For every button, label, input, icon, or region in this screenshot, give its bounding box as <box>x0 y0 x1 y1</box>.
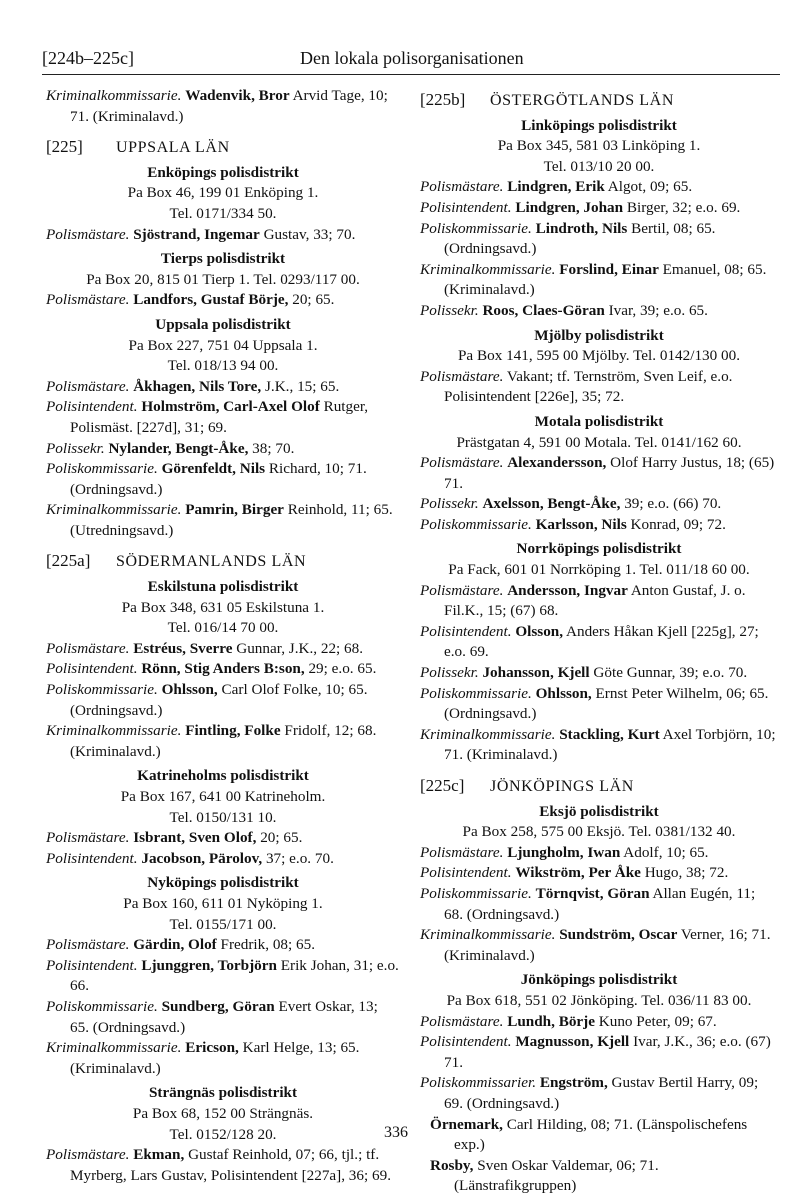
personnel-entry <box>46 849 400 870</box>
entry-role: Polissekr. <box>420 664 479 682</box>
district-address: Pa Box 68, 152 00 Strängnäs. <box>132 1104 314 1122</box>
entry-name: Jacobson, Pärolov, <box>141 849 263 867</box>
district-address: Pa Box 618, 551 02 Jönköping. Tel. 036/11 83 00. <box>446 991 752 1009</box>
county-code: [225b] <box>420 90 466 109</box>
personnel-entry <box>420 301 778 322</box>
district-address: Pa Box 20, 815 01 Tierp 1. Tel. 0293/117 00. <box>86 270 360 288</box>
entry-details: Olof Harry Justus, 18; (65) 71. <box>444 454 775 492</box>
entry-name: Forslind, Einar <box>559 260 659 278</box>
entry-details: Arvid Tage, 10; 71. (Kriminalavd.) <box>70 87 388 125</box>
entry-details: Anton Gustaf, J. o. Fil.K., 15; (67) 68. <box>444 581 746 620</box>
entry-details: Konrad, 09; 72. <box>626 515 726 533</box>
personnel-entry <box>46 721 400 762</box>
entry-name: Olsson, <box>515 622 564 640</box>
district-title: Tierps polisdistrikt <box>160 250 286 268</box>
entry-name: Karlsson, Nils <box>535 515 627 533</box>
entry-role: Kriminalkommissarie. <box>420 725 556 743</box>
entry-name: Fintling, Folke <box>185 722 281 740</box>
district-phone: Tel. 0150/131 10. <box>169 808 277 826</box>
page-number: 336 <box>384 1124 408 1141</box>
district-title: Jönköpings polisdistrikt <box>520 971 678 989</box>
entry-details: Axel Torbjörn, 10; 71. (Kriminalavd.) <box>444 725 776 764</box>
district-title: Mjölby polisdistrikt <box>534 326 664 344</box>
district-address: Pa Box 345, 581 03 Linköping 1. <box>497 137 701 155</box>
entry-details: 39; e.o. (66) 70. <box>620 495 722 513</box>
entry-details: Rutger, Polismäst. [227d], 31; 69. <box>70 398 369 436</box>
entry-details: Evert Oskar, 13; 65. (Ordningsavd.) <box>70 997 378 1036</box>
entry-name: Axelsson, Bengt-Åke, <box>482 495 621 513</box>
entry-role: Poliskommissarie. <box>420 219 532 237</box>
personnel-entry <box>46 225 400 246</box>
entry-details: Birger, 32; e.o. 69. <box>623 198 741 216</box>
entry-name: Örnemark, <box>430 1115 503 1133</box>
entry-name: Lundh, Börje <box>507 1012 595 1030</box>
district-title: Motala polisdistrikt <box>534 412 664 430</box>
entry-details: Ivar, J.K., 36; e.o. (67) 71. <box>444 1033 771 1071</box>
personnel-entry <box>420 663 778 684</box>
personnel-entry <box>420 198 778 219</box>
personnel-entry <box>420 219 778 260</box>
personnel-entry <box>46 997 400 1038</box>
entry-details: Göte Gunnar, 39; e.o. 70. <box>589 664 748 682</box>
district-address: Prästgatan 4, 591 00 Motala. Tel. 0141/162 60. <box>456 433 742 451</box>
personnel-entry <box>420 1012 778 1033</box>
entry-role: Poliskommissarie. <box>420 884 532 902</box>
entry-details: Hugo, 38; 72. <box>640 864 729 882</box>
entry-name: Sjöstrand, Ingemar <box>133 225 260 243</box>
entry-role: Poliskommissarier. <box>420 1074 537 1092</box>
entry-details: Vakant; tf. Ternström, Sven Leif, e.o. Polisintendent [226e], 35; 72. <box>444 367 733 406</box>
entry-name: Sundberg, Göran <box>161 997 275 1015</box>
entry-details: Carl Hilding, 08; 71. (Länspolischefens exp.) <box>454 1115 748 1154</box>
personnel-entry <box>46 439 400 460</box>
entry-role: Polismästare. <box>420 1012 504 1030</box>
entry-details: Verner, 16; 71. (Kriminalavd.) <box>444 926 771 964</box>
entry-role: Poliskommissarie. <box>46 460 158 478</box>
district-phone: Tel. 016/14 70 00. <box>167 619 279 637</box>
entry-role: Poliskommissarie. <box>46 997 158 1015</box>
right-column <box>420 86 778 1197</box>
entry-role: Polismästare. <box>420 367 504 385</box>
district-phone: Tel. 013/10 20 00. <box>543 157 655 175</box>
entry-name: Lindroth, Nils <box>535 219 628 237</box>
personnel-entry <box>420 863 778 884</box>
entry-name: Törnqvist, Göran <box>535 884 650 902</box>
district-address: Pa Fack, 601 01 Norrköping 1. Tel. 011/18 60 00. <box>448 561 750 579</box>
entry-role: Polissekr. <box>420 495 479 513</box>
entry-role: Poliskommissarie. <box>420 684 532 702</box>
entry-details: Richard, 10; 71. (Ordningsavd.) <box>70 460 367 498</box>
entry-details: Bertil, 08; 65. (Ordningsavd.) <box>444 219 716 258</box>
entry-role: Kriminalkommissarie. <box>46 87 182 104</box>
county-name: JÖNKÖPINGS LÄN <box>490 778 634 795</box>
entry-details: 20; 65. <box>256 829 303 847</box>
entry-role: Polismästare. <box>420 454 504 472</box>
entry-role: Polisintendent. <box>420 198 512 216</box>
county-code: [225c] <box>420 776 465 795</box>
district-phone: Tel. 0155/171 00. <box>169 915 277 933</box>
entry-name: Ohlsson, <box>161 681 218 699</box>
entry-details: 29; e.o. 65. <box>304 660 377 678</box>
district-phone: Tel. 0171/334 50. <box>169 204 277 222</box>
district-phone: Tel. 018/13 94 00. <box>167 357 279 375</box>
personnel-entry <box>46 377 400 398</box>
entry-details: 20; 65. <box>288 291 335 309</box>
personnel-entry <box>46 459 400 500</box>
district-phone: Tel. 0152/128 20. <box>169 1125 277 1143</box>
entry-role: Polissekr. <box>420 301 479 319</box>
entry-role: Polismästare. <box>46 291 130 309</box>
district-title: Katrineholms polisdistrikt <box>137 767 309 785</box>
entry-role: Polismästare. <box>420 178 504 196</box>
personnel-entry <box>46 935 400 956</box>
entry-name: Lindgren, Erik <box>507 178 605 196</box>
entry-details: Sven Oskar Valdemar, 06; 71. (Länstrafikgruppen) <box>454 1156 659 1195</box>
entry-details: Ivar, 39; e.o. 65. <box>604 301 708 319</box>
entry-details: Anders Håkan Kjell [225g], 27; e.o. 69. <box>444 622 759 661</box>
district-address: Pa Box 227, 751 04 Uppsala 1. <box>128 336 318 354</box>
entry-name: Wikström, Per Åke <box>515 864 641 882</box>
entry-details: Adolf, 10; 65. <box>620 843 709 861</box>
district-title: Strängnäs polisdistrikt <box>148 1084 298 1102</box>
personnel-entry <box>46 828 400 849</box>
entry-details: 38; 70. <box>248 439 295 457</box>
entry-name: Holmström, Carl-Axel Olof <box>141 398 320 416</box>
entry-role: Polismästare. <box>46 936 130 954</box>
entry-details: Allan Eugén, 11; 68. (Ordningsavd.) <box>444 884 756 923</box>
entry-role: Polismästare. <box>46 1146 130 1164</box>
personnel-entry <box>46 1038 400 1079</box>
entry-details: Reinhold, 11; 65. (Utredningsavd.) <box>70 501 393 539</box>
entry-role: Polisintendent. <box>46 956 138 974</box>
entry-details: Gustaf Reinhold, 07; 66, tjl.; tf. Myrberg, Lars Gustav, Polisintendent [227a], 36; 69. <box>70 1146 391 1184</box>
entry-name: Ekman, <box>133 1146 185 1164</box>
district-title: Eskilstuna polisdistrikt <box>147 578 299 596</box>
entry-name: Isbrant, Sven Olof, <box>133 829 257 847</box>
personnel-entry <box>420 884 778 925</box>
personnel-entry <box>420 1032 778 1073</box>
entry-name: Rosby, <box>430 1156 474 1174</box>
personnel-entry <box>46 290 400 311</box>
entry-role: Kriminalkommissarie. <box>46 501 182 519</box>
district-title: Nyköpings polisdistrikt <box>147 874 299 892</box>
entry-name: Alexandersson, <box>507 454 607 472</box>
personnel-entry <box>46 680 400 721</box>
county-name: ÖSTERGÖTLANDS LÄN <box>490 92 674 109</box>
entry-name: Åkhagen, Nils Tore, <box>133 377 262 395</box>
personnel-entry <box>46 86 400 127</box>
county-heading <box>46 551 400 573</box>
entry-name: Magnusson, Kjell <box>515 1033 630 1051</box>
district-address: Pa Box 167, 641 00 Katrineholm. <box>120 788 326 805</box>
entry-details: Gustav Bertil Harry, 09; 69. (Ordningsavd.) <box>444 1074 759 1112</box>
personnel-entry <box>46 1145 400 1186</box>
county-name: SÖDERMANLANDS LÄN <box>116 553 307 571</box>
entry-details: Erik Johan, 31; e.o. 66. <box>70 956 399 995</box>
entry-role: Kriminalkommissarie. <box>420 926 556 944</box>
personnel-entry <box>46 639 400 660</box>
entry-details: Fridolf, 12; 68. (Kriminalavd.) <box>70 722 377 760</box>
page-header <box>42 46 780 75</box>
entry-name: Sundström, Oscar <box>559 926 678 944</box>
district-address: Pa Box 141, 595 00 Mjölby. Tel. 0142/130 00. <box>457 347 741 365</box>
entry-name: Rönn, Stig Anders B:son, <box>141 660 305 678</box>
entry-role: Kriminalkommissarie. <box>420 260 556 278</box>
entry-role: Polismästare. <box>46 225 130 243</box>
entry-role: Polisintendent. <box>46 398 138 416</box>
district-address: Pa Box 46, 199 01 Enköping 1. <box>127 184 319 202</box>
county-heading <box>420 776 778 798</box>
entry-role: Polisintendent. <box>420 864 512 882</box>
personnel-entry <box>46 397 400 438</box>
entry-name: Gärdin, Olof <box>133 936 217 954</box>
personnel-entry <box>420 1073 778 1114</box>
entry-role: Polisintendent. <box>420 622 512 640</box>
personnel-entry <box>46 956 400 997</box>
personnel-entry <box>420 843 778 864</box>
entry-name: Engström, <box>539 1074 608 1092</box>
county-heading <box>420 90 778 112</box>
entry-role: Poliskommissarie. <box>46 681 158 699</box>
personnel-entry <box>420 177 778 198</box>
entry-name: Nylander, Bengt-Åke, <box>108 439 249 457</box>
entry-role: Polisintendent. <box>420 1033 512 1051</box>
personnel-entry <box>420 725 778 766</box>
entry-name: Johansson, Kjell <box>482 664 590 682</box>
county-name: UPPSALA LÄN <box>116 139 230 157</box>
district-address: Pa Box 160, 611 01 Nyköping 1. <box>123 894 323 912</box>
entry-name: Lindgren, Johan <box>515 198 624 216</box>
entry-details: J.K., 15; 65. <box>261 377 340 395</box>
personnel-entry <box>46 659 400 680</box>
entry-name: Ljunggren, Torbjörn <box>141 956 277 974</box>
personnel-entry <box>420 515 778 536</box>
entry-details: Emanuel, 08; 65. (Kriminalavd.) <box>444 260 767 299</box>
personnel-entry <box>420 925 778 966</box>
entry-name: Wadenvik, Bror <box>185 87 290 104</box>
entry-name: Roos, Claes-Göran <box>482 301 605 319</box>
county-code: [225a] <box>46 551 91 571</box>
left-column <box>46 86 400 1186</box>
entry-name: Stackling, Kurt <box>559 725 660 743</box>
entry-role: Polisintendent. <box>46 660 138 678</box>
entry-name: Pamrin, Birger <box>185 501 284 519</box>
personnel-entry <box>420 684 778 725</box>
personnel-entry <box>420 260 778 301</box>
entry-details: Kuno Peter, 09; 67. <box>594 1012 717 1030</box>
entry-role: Polismästare. <box>46 377 130 395</box>
personnel-entry <box>420 581 778 622</box>
personnel-entry <box>420 453 778 494</box>
entry-role: Polisintendent. <box>46 849 138 867</box>
personnel-entry <box>420 622 778 663</box>
entry-details: Ernst Peter Wilhelm, 06; 65. (Ordningsavd.) <box>444 684 769 723</box>
entry-details: Fredrik, 08; 65. <box>216 936 316 954</box>
entry-name: Görenfeldt, Nils <box>161 460 266 478</box>
personnel-entry <box>46 500 400 541</box>
personnel-entry <box>420 367 778 408</box>
entry-details: Algot, 09; 65. <box>604 178 693 196</box>
district-title: Norrköpings polisdistrikt <box>516 540 682 558</box>
entry-role: Poliskommissarie. <box>420 515 532 533</box>
entry-name: Ericson, <box>185 1039 239 1057</box>
district-title: Enköpings polisdistrikt <box>147 163 299 181</box>
personnel-entry <box>420 494 778 515</box>
entry-name: Landfors, Gustaf Börje, <box>133 291 289 309</box>
entry-role: Polismästare. <box>46 829 130 847</box>
entry-details: Gunnar, J.K., 22; 68. <box>232 639 364 657</box>
entry-details: Gustav, 33; 70. <box>259 225 356 243</box>
entry-name: Ohlsson, <box>535 684 592 702</box>
entry-name: Andersson, Ingvar <box>507 581 628 599</box>
personnel-entry <box>420 1156 778 1197</box>
page-running-title: Den lokala polisorganisationen <box>300 48 524 68</box>
district-address: Pa Box 348, 631 05 Eskilstuna 1. <box>121 598 325 616</box>
entry-role: Polismästare. <box>420 843 504 861</box>
county-heading <box>46 137 400 159</box>
district-title: Eksjö polisdistrikt <box>539 802 659 820</box>
district-title: Uppsala polisdistrikt <box>155 315 291 333</box>
entry-role: Polismästare. <box>420 581 504 599</box>
entry-name: Ljungholm, Iwan <box>507 843 621 861</box>
entry-details: 37; e.o. 70. <box>262 849 334 867</box>
entry-role: Kriminalkommissarie. <box>46 1039 182 1057</box>
entry-name: Estréus, Sverre <box>133 639 233 657</box>
entry-role: Polismästare. <box>46 639 130 657</box>
entry-details: Karl Helge, 13; 65. (Kriminalavd.) <box>70 1039 360 1077</box>
district-title: Linköpings polisdistrikt <box>521 116 677 134</box>
district-address: Pa Box 258, 575 00 Eksjö. Tel. 0381/132 40. <box>462 823 736 841</box>
entry-role: Kriminalkommissarie. <box>46 722 182 740</box>
entry-role: Polissekr. <box>46 439 105 457</box>
entry-details: Carl Olof Folke, 10; 65. (Ordningsavd.) <box>70 681 368 719</box>
page-range-code: [224b–225c] <box>42 48 134 68</box>
county-code: [225] <box>46 137 83 157</box>
